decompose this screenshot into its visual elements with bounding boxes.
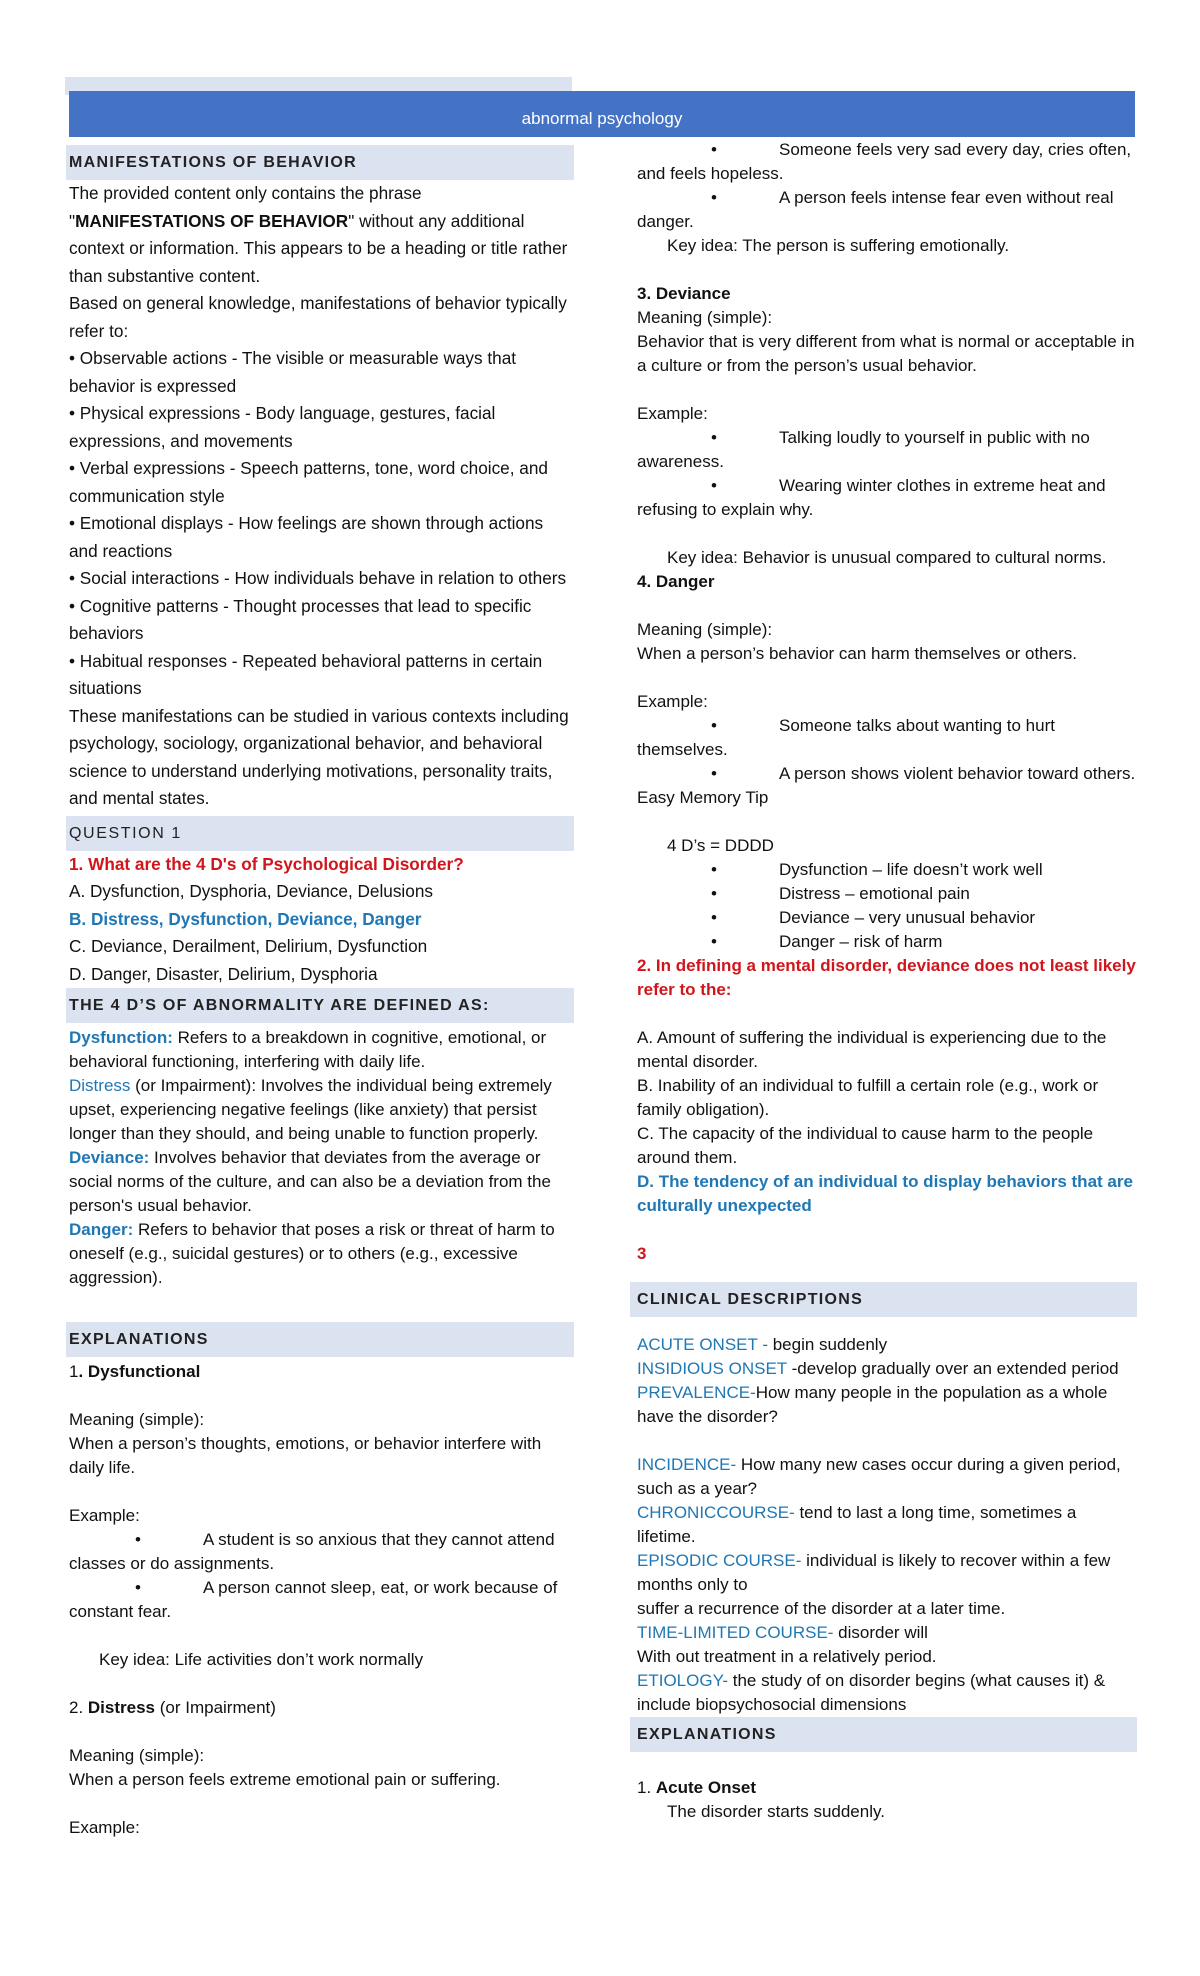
manifest-item: • Physical expressions - Body language, gestures, facial expressions, and movements <box>69 403 496 451</box>
question-2-option-b: B. Inability of an individual to fulfill a certain role (e.g., work or family obligation). <box>637 1076 1099 1119</box>
manifest-item: • Cognitive patterns - Thought processes that lead to specific behaviors <box>69 595 532 643</box>
question-1-option-c: C. Deviance, Derailment, Delirium, Dysfunction <box>69 936 428 956</box>
clinical-episodic-course-cont: suffer a recurrence of the disorder at a later time. <box>637 1599 1006 1618</box>
explanation-3-title: 3. Deviance <box>637 284 731 303</box>
meaning-label: Meaning (simple): <box>69 1410 205 1429</box>
meaning-label: Meaning (simple): <box>69 1746 205 1765</box>
list-item: • Wearing winter clothes in extreme heat and refusing to explain why. <box>637 476 1106 519</box>
question-2-text: 2. In defining a mental disorder, deviance does not least likely refer to the: <box>637 956 1136 999</box>
explanation-acute-onset-title: 1. Acute Onset <box>637 1778 757 1797</box>
question-2-option-a: A. Amount of suffering the individual is experiencing due to the mental disorder. <box>637 1028 1107 1071</box>
definition-deviance: Deviance: Involves behavior that deviates from the average or social norms of the culture, and can also be a deviation from the person's usual behavior. <box>69 1148 551 1215</box>
manifest-item: • Emotional displays - How feelings are shown through actions and reactions <box>69 513 544 561</box>
explanation-2-key-idea: Key idea: The person is suffering emotionally. <box>667 236 1010 255</box>
document-title: abnormal psychology <box>521 109 683 128</box>
question-1-text: 1. What are the 4 D's of Psychological Disorder? <box>69 853 464 874</box>
explanation-3-meaning: Behavior that is very different from what is normal or acceptable in a culture or from the person’s usual behavior. <box>637 332 1135 375</box>
manifest-item: • Observable actions - The visible or measurable ways that behavior is expressed <box>69 348 517 396</box>
list-item: • Talking loudly to yourself in public with no awareness. <box>637 428 1090 471</box>
manifest-paragraph-1: The provided content only contains the phrase "MANIFESTATIONS OF BEHAVIOR" without any additional context or information. This appears to be a heading or title rather than substantive content. <box>69 183 568 286</box>
page-number: 3 <box>637 1244 647 1263</box>
manifest-paragraph-2: Based on general knowledge, manifestations of behavior typically refer to: <box>69 293 567 341</box>
manifest-item: • Verbal expressions - Speech patterns, tone, word choice, and communication style <box>69 458 548 506</box>
explanation-acute-onset-text: The disorder starts suddenly. <box>667 1802 885 1821</box>
list-item: • Dysfunction – life doesn’t work well <box>711 860 1043 879</box>
section-heading-question-1: QUESTION 1 <box>66 816 574 851</box>
document-title-bar <box>69 91 1135 137</box>
list-item: • Distress – emotional pain <box>711 884 970 903</box>
question-1-option-d: D. Danger, Disaster, Delirium, Dysphoria <box>69 963 378 984</box>
clinical-chronic-course: CHRONICCOURSE- tend to last a long time, sometimes a lifetime. <box>637 1503 1077 1546</box>
list-item: • A student is so anxious that they cannot attend classes or do assignments. <box>69 1530 555 1573</box>
section-heading-explanations-2: EXPLANATIONS <box>630 1717 1137 1752</box>
explanation-4-meaning: When a person’s behavior can harm themselves or others. <box>637 644 1078 663</box>
list-item: • A person shows violent behavior toward others. <box>711 764 1136 783</box>
definition-dysfunction: Dysfunction: Refers to a breakdown in cognitive, emotional, or behavioral functioning, interfering with daily life. <box>69 1028 547 1071</box>
question-1-option-b-answer: B. Distress, Dysfunction, Deviance, Danger <box>69 908 422 929</box>
explanation-3-key-idea: Key idea: Behavior is unusual compared to cultural norms. <box>667 548 1107 567</box>
clinical-episodic-course: EPISODIC COURSE- individual is likely to recover within a few months only to <box>637 1551 1111 1594</box>
clinical-acute-onset: ACUTE ONSET - begin suddenly <box>637 1335 888 1354</box>
explanation-2-meaning: When a person feels extreme emotional pain or suffering. <box>69 1770 501 1789</box>
manifest-item: • Habitual responses - Repeated behavioral patterns in certain situations <box>69 650 543 698</box>
section-heading-manifestations: MANIFESTATIONS OF BEHAVIOR <box>66 145 574 180</box>
left-column <box>69 145 574 1840</box>
example-label: Example: <box>69 1818 140 1837</box>
question-2-option-d-answer: D. The tendency of an individual to display behaviors that are culturally unexpected <box>637 1172 1133 1215</box>
example-label: Example: <box>69 1506 140 1525</box>
list-item: • A person feels intense fear even without real danger. <box>637 188 1114 231</box>
clinical-insidious-onset: INSIDIOUS ONSET -develop gradually over an extended period <box>637 1359 1119 1378</box>
clinical-time-limited-course-cont: With out treatment in a relatively period. <box>637 1647 937 1666</box>
list-item: • A person cannot sleep, eat, or work because of constant fear. <box>69 1578 558 1621</box>
meaning-label: Meaning (simple): <box>637 620 773 639</box>
clinical-prevalence: PREVALENCE-How many people in the population as a whole have the disorder? <box>637 1383 1108 1426</box>
memory-tip-title: Easy Memory Tip <box>637 788 769 807</box>
explanation-4-title: 4. Danger <box>637 572 715 591</box>
meaning-label: Meaning (simple): <box>637 308 773 327</box>
section-heading-explanations: EXPLANATIONS <box>66 1322 574 1357</box>
example-label: Example: <box>637 404 708 423</box>
explanation-2-title: 2. Distress (or Impairment) <box>69 1698 276 1717</box>
explanation-1-meaning: When a person’s thoughts, emotions, or behavior interfere with daily life. <box>69 1434 542 1477</box>
manifest-item: • Social interactions - How individuals behave in relation to others <box>69 568 567 588</box>
question-2-option-c: C. The capacity of the individual to cause harm to the people around them. <box>637 1124 1094 1167</box>
clinical-incidence: INCIDENCE- How many new cases occur during a given period, such as a year? <box>637 1455 1121 1498</box>
clinical-time-limited-course: TIME-LIMITED COURSE- disorder will <box>637 1623 928 1642</box>
section-heading-4ds-defined: THE 4 D’S OF ABNORMALITY ARE DEFINED AS: <box>66 988 574 1023</box>
explanation-1-key-idea: Key idea: Life activities don’t work normally <box>99 1650 424 1669</box>
clinical-etiology: ETIOLOGY- the study of on disorder begins (what causes it) & include biopsychosocial dimensions <box>637 1671 1106 1714</box>
memory-tip-formula: 4 D’s = DDDD <box>667 836 774 855</box>
list-item: • Deviance – very unusual behavior <box>711 908 1036 927</box>
question-1-option-a: A. Dysfunction, Dysphoria, Deviance, Delusions <box>69 881 433 901</box>
explanation-1-title: 1. Dysfunctional <box>69 1362 201 1381</box>
manifest-paragraph-3: These manifestations can be studied in various contexts including psychology, sociology, organizational behavior, and behavioral science to understand underlying motivations, personality traits, and mental states. <box>69 705 569 808</box>
section-heading-clinical-descriptions: CLINICAL DESCRIPTIONS <box>630 1282 1137 1317</box>
example-label: Example: <box>637 692 708 711</box>
definition-danger: Danger: Refers to behavior that poses a risk or threat of harm to oneself (e.g., suicidal gestures) or to others (e.g., excessive aggression). <box>69 1220 555 1287</box>
list-item: • Danger – risk of harm <box>711 932 943 951</box>
list-item: • Someone talks about wanting to hurt themselves. <box>637 716 1055 759</box>
definition-distress: Distress (or Impairment): Involves the individual being extremely upset, experiencing negative feelings (like anxiety) that persist longer than they should, and being unable to function properly. <box>69 1076 552 1143</box>
list-item: • Someone feels very sad every day, cries often, and feels hopeless. <box>637 140 1132 183</box>
right-column <box>637 138 1137 1824</box>
